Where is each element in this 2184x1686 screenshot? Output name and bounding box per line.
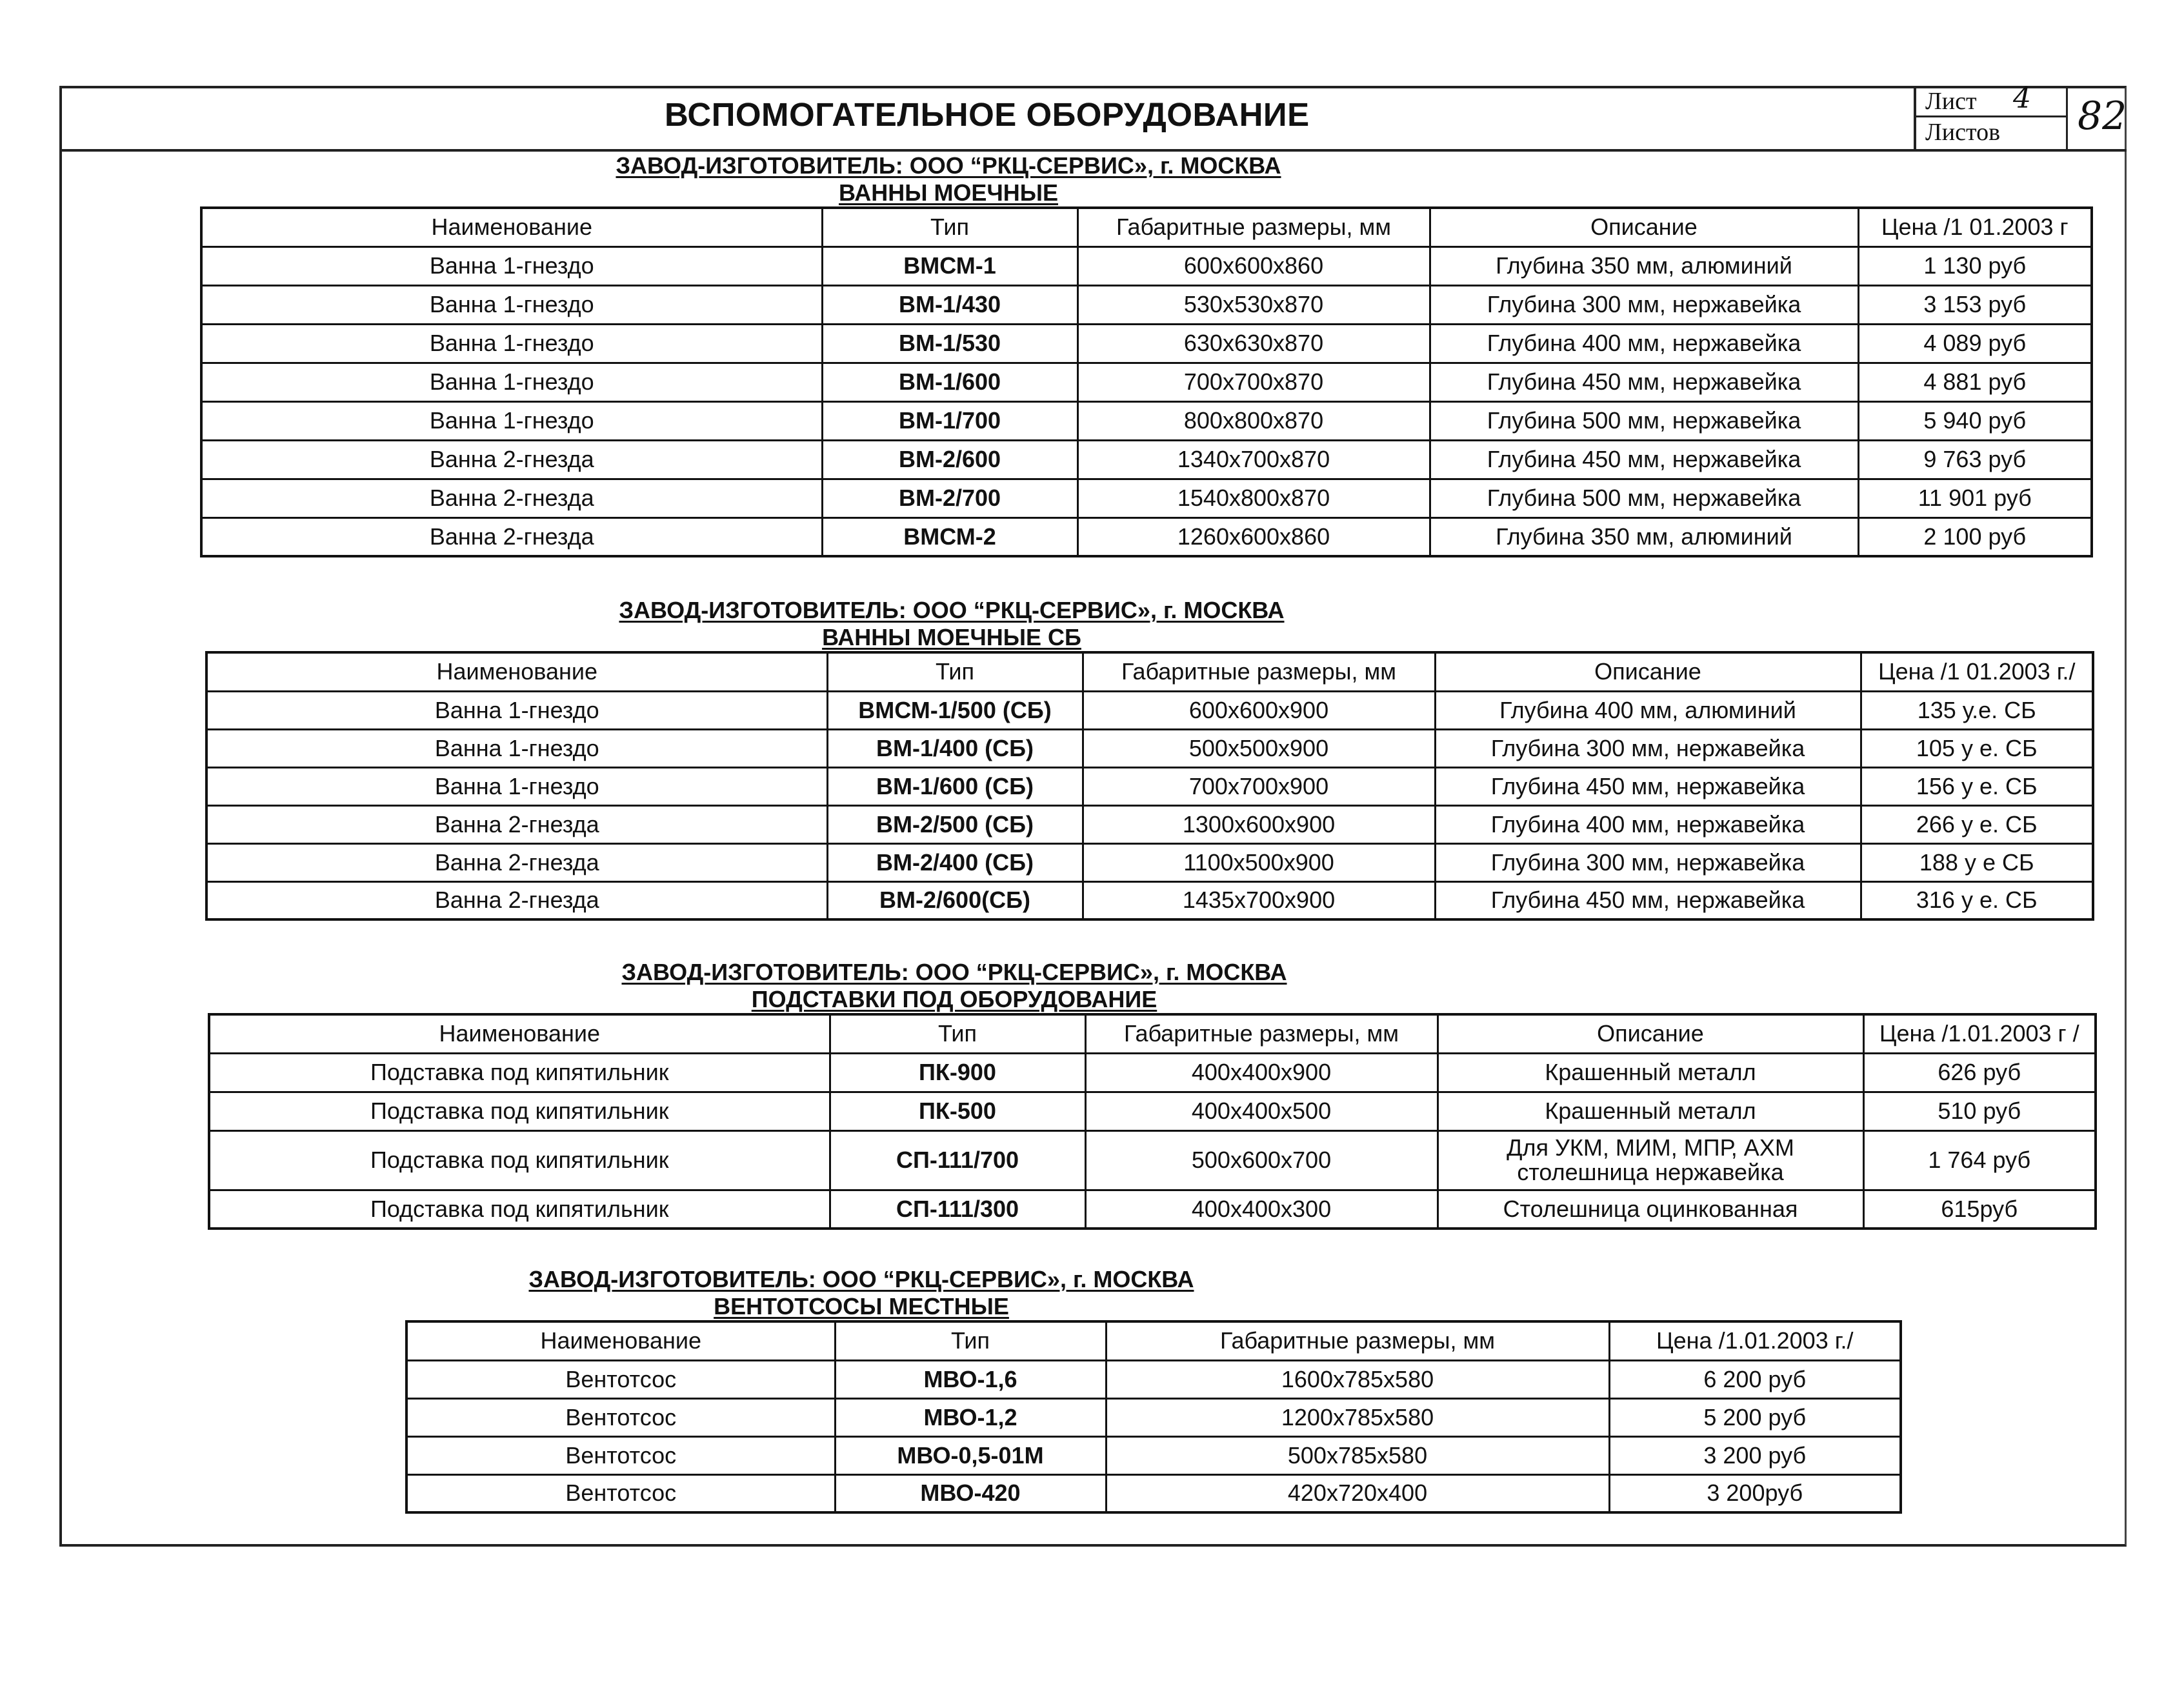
cell-dimensions: 1340х700х870 (1077, 440, 1430, 479)
cell-type: ВМ-2/600(СБ) (827, 881, 1083, 919)
table-row (209, 1130, 2096, 1190)
cell-dimensions: 800х800х870 (1077, 401, 1430, 440)
column-header: Цена /1 01.2003 г (1858, 208, 2092, 246)
column-header: Наименование (406, 1321, 835, 1360)
cell-type: ВМ-1/600 (822, 363, 1077, 401)
table-header-row (406, 1321, 1901, 1360)
cell-type: ВМ-2/600 (822, 440, 1077, 479)
cell-description: Глубина 300 мм, нержавейка (1435, 843, 1861, 881)
cell-name: Ванна 2-гнезда (201, 440, 822, 479)
cell-price: 1 130 руб (1858, 246, 2092, 285)
table-row (406, 1474, 1901, 1512)
page-number: 82 (2078, 94, 2127, 139)
table-row (201, 401, 2092, 440)
cell-dimensions: 700х700х900 (1083, 767, 1435, 805)
section-title: ВАННЫ МОЕЧНЫЕ (839, 179, 1058, 206)
column-header: Тип (827, 652, 1083, 691)
cell-dimensions: 530х530х870 (1077, 285, 1430, 324)
cell-dimensions: 1435х700х900 (1083, 881, 1435, 919)
cell-description: Крашенный металл (1438, 1092, 1863, 1130)
column-header: Тип (822, 208, 1077, 246)
cell-price: 266 у е. СБ (1861, 805, 2093, 843)
column-header: Цена /1 01.2003 г./ (1861, 652, 2093, 691)
table-row (201, 324, 2092, 363)
cell-type: МВО-1,6 (835, 1360, 1106, 1398)
cell-name: Ванна 1-гнездо (201, 324, 822, 363)
cell-description: Для УКМ, МИМ, МПР, АХМ столешница нержавейка (1438, 1130, 1863, 1190)
column-header: Тип (830, 1014, 1085, 1053)
section-title: ВАННЫ МОЕЧНЫЕ СБ (822, 624, 1081, 650)
column-header: Наименование (206, 652, 827, 691)
cell-dimensions: 1200х785х580 (1106, 1398, 1609, 1436)
cell-description: Глубина 400 мм, алюминий (1435, 691, 1861, 729)
sheet-info-box (1914, 82, 2127, 149)
cell-name: Ванна 2-гнезда (206, 805, 827, 843)
column-header: Описание (1430, 208, 1858, 246)
cell-dimensions: 500х600х700 (1085, 1130, 1438, 1190)
cell-price: 6 200 руб (1609, 1360, 1901, 1398)
cell-description: Столешница оцинкованная (1438, 1190, 1863, 1229)
column-header: Описание (1435, 652, 1861, 691)
section-fume-extractors (405, 1266, 1902, 1514)
cell-type: ВМСМ-1 (822, 246, 1077, 285)
table-row (201, 517, 2092, 556)
section-manufacturer: ЗАВОД-ИЗГОТОВИТЕЛЬ: ООО “РКЦ-СЕРВИС», г. МОСКВА (616, 152, 1281, 179)
cell-name: Подставка под кипятильник (209, 1092, 830, 1130)
column-header: Габаритные размеры, мм (1083, 652, 1435, 691)
section-wash-baths-sb (205, 597, 2092, 921)
cell-description: Глубина 500 мм, нержавейка (1430, 479, 1858, 517)
sheet-value: 4 (2013, 82, 2031, 115)
table-row (206, 691, 2093, 729)
cell-type: ВМ-1/400 (СБ) (827, 729, 1083, 767)
cell-dimensions: 630х630х870 (1077, 324, 1430, 363)
cell-dimensions: 1100х500х900 (1083, 843, 1435, 881)
cell-price: 3 200руб (1609, 1474, 1901, 1512)
cell-dimensions: 1300х600х900 (1083, 805, 1435, 843)
cell-description: Глубина 400 мм, нержавейка (1435, 805, 1861, 843)
cell-price: 2 100 руб (1858, 517, 2092, 556)
table-row (206, 843, 2093, 881)
cell-name: Вентотсос (406, 1436, 835, 1474)
section-manufacturer: ЗАВОД-ИЗГОТОВИТЕЛЬ: ООО “РКЦ-СЕРВИС», г. МОСКВА (528, 1266, 1194, 1292)
sheet-box-divider (1916, 115, 2066, 117)
cell-dimensions: 400х400х900 (1085, 1053, 1438, 1092)
section-stands (208, 959, 2094, 1230)
wash-baths-sb-table (205, 651, 2094, 921)
cell-type: МВО-420 (835, 1474, 1106, 1512)
cell-price: 3 153 руб (1858, 285, 2092, 324)
table-row (206, 881, 2093, 919)
fume-extractors-table (405, 1320, 1902, 1514)
cell-description: Глубина 300 мм, нержавейка (1435, 729, 1861, 767)
cell-name: Ванна 1-гнездо (206, 729, 827, 767)
column-header: Наименование (201, 208, 822, 246)
cell-type: ВМ-2/700 (822, 479, 1077, 517)
cell-name: Ванна 1-гнездо (201, 401, 822, 440)
column-header: Габаритные размеры, мм (1106, 1321, 1609, 1360)
section-wash-baths (200, 152, 2090, 557)
column-header: Габаритные размеры, мм (1085, 1014, 1438, 1053)
table-row (406, 1398, 1901, 1436)
column-header: Цена /1.01.2003 г / (1863, 1014, 2096, 1053)
wash-baths-table (200, 206, 2093, 557)
cell-type: СП-111/300 (830, 1190, 1085, 1229)
cell-type: ВМ-1/700 (822, 401, 1077, 440)
page-title: ВСПОМОГАТЕЛЬНОЕ ОБОРУДОВАНИЕ (665, 96, 1310, 133)
sheet-box-vertical-divider (2066, 86, 2068, 149)
cell-price: 5 940 руб (1858, 401, 2092, 440)
cell-name: Ванна 1-гнездо (206, 767, 827, 805)
table-row (209, 1190, 2096, 1229)
column-header: Наименование (209, 1014, 830, 1053)
cell-description: Глубина 450 мм, нержавейка (1430, 440, 1858, 479)
cell-price: 3 200 руб (1609, 1436, 1901, 1474)
section-title: ПОДСТАВКИ ПОД ОБОРУДОВАНИЕ (751, 986, 1157, 1012)
cell-type: ВМ-2/500 (СБ) (827, 805, 1083, 843)
table-row (201, 285, 2092, 324)
cell-name: Ванна 1-гнездо (201, 285, 822, 324)
cell-dimensions: 1600х785х580 (1106, 1360, 1609, 1398)
cell-name: Подставка под кипятильник (209, 1053, 830, 1092)
section-manufacturer: ЗАВОД-ИЗГОТОВИТЕЛЬ: ООО “РКЦ-СЕРВИС», г. МОСКВА (619, 597, 1285, 623)
cell-name: Вентотсос (406, 1474, 835, 1512)
column-header: Габаритные размеры, мм (1077, 208, 1430, 246)
table-row (201, 440, 2092, 479)
cell-price: 316 у е. СБ (1861, 881, 2093, 919)
cell-name: Ванна 2-гнезда (201, 517, 822, 556)
cell-price: 135 у.е. СБ (1861, 691, 2093, 729)
cell-price: 615руб (1863, 1190, 2096, 1229)
cell-type: СП-111/700 (830, 1130, 1085, 1190)
cell-dimensions: 420х720х400 (1106, 1474, 1609, 1512)
cell-dimensions: 700х700х870 (1077, 363, 1430, 401)
cell-description: Крашенный металл (1438, 1053, 1863, 1092)
cell-dimensions: 500х500х900 (1083, 729, 1435, 767)
cell-price: 4 089 руб (1858, 324, 2092, 363)
cell-name: Ванна 1-гнездо (206, 691, 827, 729)
table-row (206, 729, 2093, 767)
table-row (206, 805, 2093, 843)
cell-dimensions: 600х600х900 (1083, 691, 1435, 729)
cell-type: ВМ-1/600 (СБ) (827, 767, 1083, 805)
sheets-label: Листов (1925, 119, 2001, 146)
cell-description: Глубина 350 мм, алюминий (1430, 517, 1858, 556)
cell-type: ВМ-1/430 (822, 285, 1077, 324)
cell-name: Ванна 2-гнезда (201, 479, 822, 517)
cell-type: ПК-500 (830, 1092, 1085, 1130)
cell-description: Глубина 400 мм, нержавейка (1430, 324, 1858, 363)
table-row (209, 1092, 2096, 1130)
cell-price: 510 руб (1863, 1092, 2096, 1130)
cell-price: 105 у е. СБ (1861, 729, 2093, 767)
table-header-row (201, 208, 2092, 246)
stands-table (208, 1013, 2097, 1230)
cell-name: Подставка под кипятильник (209, 1130, 830, 1190)
header-divider (59, 149, 2127, 152)
cell-name: Подставка под кипятильник (209, 1190, 830, 1229)
cell-description: Глубина 450 мм, нержавейка (1435, 767, 1861, 805)
cell-price: 156 у е. СБ (1861, 767, 2093, 805)
cell-description: Глубина 450 мм, нержавейка (1430, 363, 1858, 401)
cell-name: Вентотсос (406, 1360, 835, 1398)
table-row (406, 1360, 1901, 1398)
cell-type: ВМ-1/530 (822, 324, 1077, 363)
table-row (209, 1053, 2096, 1092)
cell-name: Ванна 2-гнезда (206, 881, 827, 919)
cell-type: МВО-1,2 (835, 1398, 1106, 1436)
table-header-row (209, 1014, 2096, 1053)
section-manufacturer: ЗАВОД-ИЗГОТОВИТЕЛЬ: ООО “РКЦ-СЕРВИС», г. МОСКВА (621, 959, 1287, 985)
cell-name: Ванна 2-гнезда (206, 843, 827, 881)
cell-dimensions: 1260х600х860 (1077, 517, 1430, 556)
column-header: Описание (1438, 1014, 1863, 1053)
table-row (206, 767, 2093, 805)
section-title: ВЕНТОТСОСЫ МЕСТНЫЕ (714, 1293, 1009, 1320)
cell-dimensions: 1540х800х870 (1077, 479, 1430, 517)
table-row (201, 246, 2092, 285)
cell-dimensions: 500х785х580 (1106, 1436, 1609, 1474)
cell-name: Вентотсос (406, 1398, 835, 1436)
cell-description: Глубина 350 мм, алюминий (1430, 246, 1858, 285)
cell-dimensions: 400х400х500 (1085, 1092, 1438, 1130)
cell-name: Ванна 1-гнездо (201, 246, 822, 285)
table-row (406, 1436, 1901, 1474)
table-row (201, 363, 2092, 401)
cell-type: ВМСМ-1/500 (СБ) (827, 691, 1083, 729)
cell-price: 626 руб (1863, 1053, 2096, 1092)
column-header: Цена /1.01.2003 г./ (1609, 1321, 1901, 1360)
cell-price: 5 200 руб (1609, 1398, 1901, 1436)
cell-type: ВМ-2/400 (СБ) (827, 843, 1083, 881)
cell-description: Глубина 300 мм, нержавейка (1430, 285, 1858, 324)
table-row (201, 479, 2092, 517)
cell-price: 11 901 руб (1858, 479, 2092, 517)
cell-description: Глубина 500 мм, нержавейка (1430, 401, 1858, 440)
cell-dimensions: 400х400х300 (1085, 1190, 1438, 1229)
cell-name: Ванна 1-гнездо (201, 363, 822, 401)
cell-dimensions: 600х600х860 (1077, 246, 1430, 285)
table-header-row (206, 652, 2093, 691)
column-header: Тип (835, 1321, 1106, 1360)
cell-description: Глубина 450 мм, нержавейка (1435, 881, 1861, 919)
cell-price: 9 763 руб (1858, 440, 2092, 479)
cell-price: 4 881 руб (1858, 363, 2092, 401)
sheet-label: Лист (1925, 88, 1977, 115)
cell-price: 188 у е СБ (1861, 843, 2093, 881)
cell-type: МВО-0,5-01М (835, 1436, 1106, 1474)
cell-type: ПК-900 (830, 1053, 1085, 1092)
cell-price: 1 764 руб (1863, 1130, 2096, 1190)
cell-type: ВМСМ-2 (822, 517, 1077, 556)
